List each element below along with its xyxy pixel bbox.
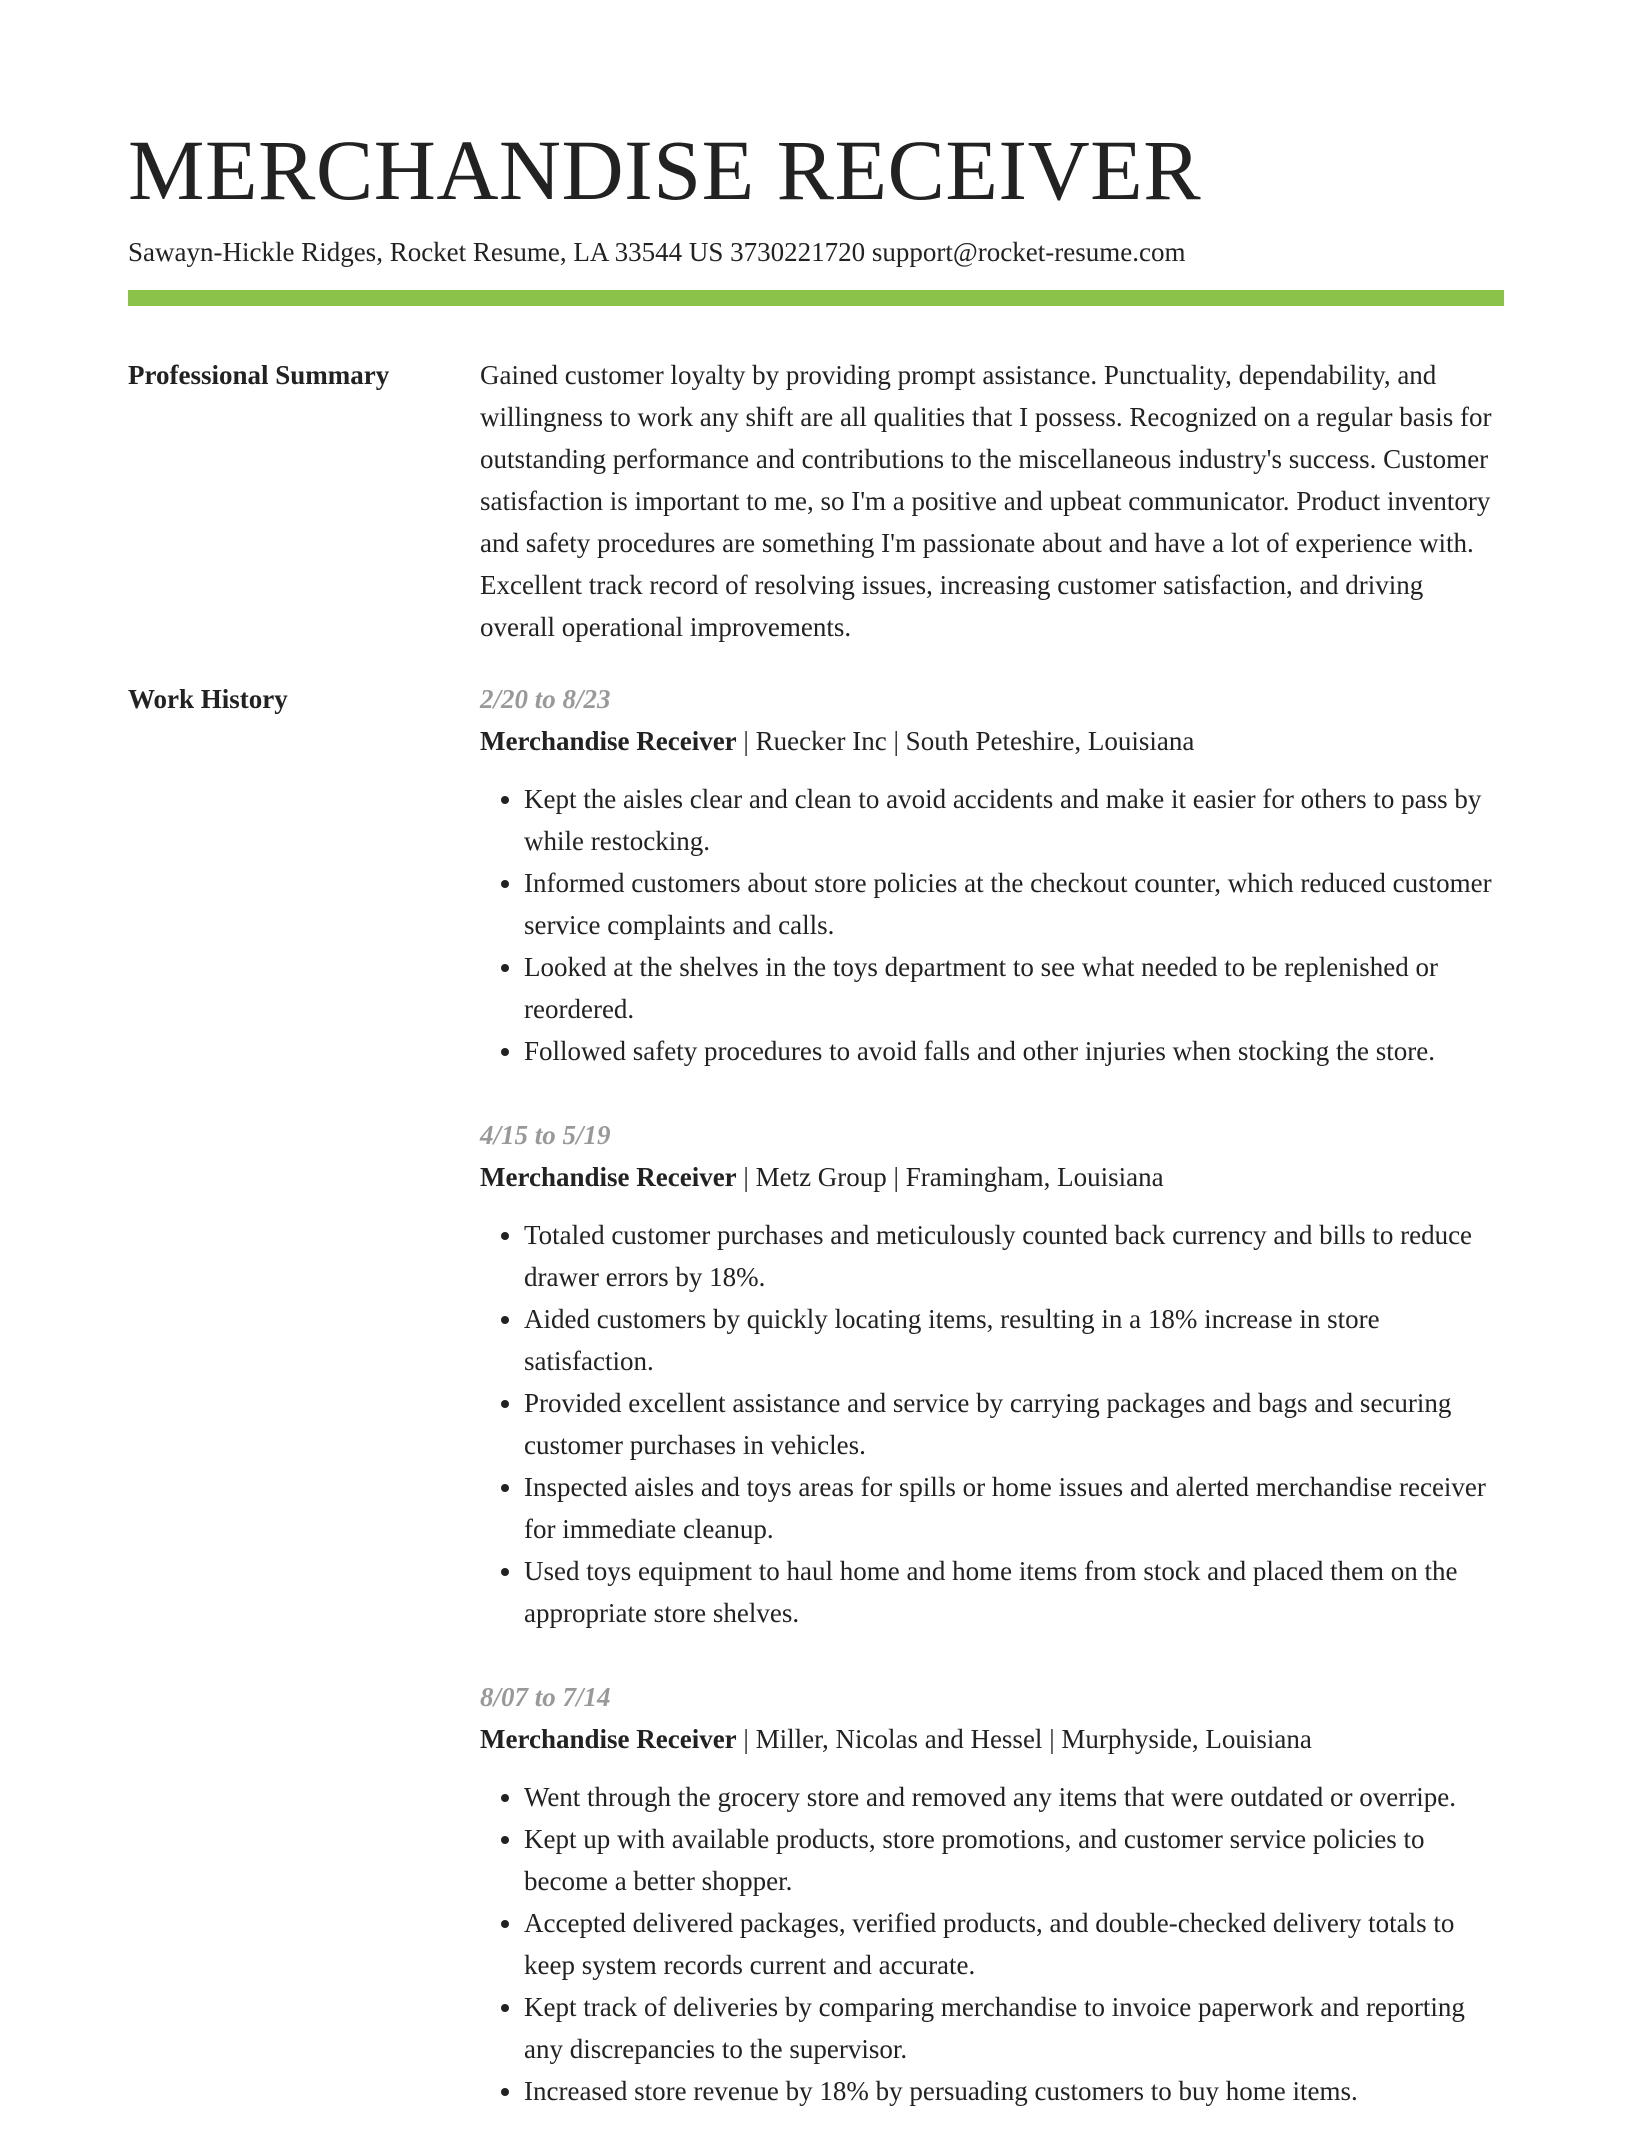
job-entry (480, 1114, 1504, 1634)
job-bullet: • Accepted delivered packages, verified products, and double-checked delivery totals to keep system records current and accurate. (524, 1902, 1504, 1986)
job-company: Miller, Nicolas and Hessel (755, 1724, 1043, 1754)
job-bullet: • Used toys equipment to haul home and home items from stock and placed them on the appropriate store shelves. (524, 1550, 1504, 1634)
resume-name: MERCHANDISE RECEIVER (128, 122, 1202, 218)
job-company: Ruecker Inc (755, 726, 887, 756)
job-separator: | (1042, 1724, 1062, 1754)
job-dates: 4/15 to 5/19 (480, 1120, 611, 1150)
job-bullet: • Followed safety procedures to avoid falls and other injuries when stocking the store. (524, 1030, 1504, 1072)
job-bullet: • Went through the grocery store and removed any items that were outdated or overripe. (524, 1776, 1504, 1818)
job-separator: | (736, 726, 756, 756)
job-heading (480, 1156, 1504, 1198)
job-bullet: • Aided customers by quickly locating items, resulting in a 18% increase in store satisfaction. (524, 1298, 1504, 1382)
job-dates: 8/07 to 7/14 (480, 1682, 611, 1712)
job-bullet: • Increased store revenue by 18% by persuading customers to buy home items. (524, 2070, 1504, 2112)
section-label-summary: Professional Summary (128, 360, 390, 390)
job-bullet: • Kept track of deliveries by comparing merchandise to invoice paperwork and reporting any discrepancies to the supervisor. (524, 1986, 1504, 2070)
contact-line: Sawayn-Hickle Ridges, Rocket Resume, LA 33544 US 3730221720 support@rocket-resume.com (128, 237, 1186, 267)
job-separator: | (736, 1724, 756, 1754)
job-bullet: • Kept the aisles clear and clean to avoid accidents and make it easier for others to pass by while restocking. (524, 778, 1504, 862)
job-bullet-list (480, 1214, 1504, 1634)
header-accent-rule (128, 290, 1504, 306)
job-location: South Peteshire, Louisiana (905, 726, 1195, 756)
summary-text: Gained customer loyalty by providing prompt assistance. Punctuality, dependability, and willingness to work any shift are all qualities that I possess. Recognized on a regular basis for outstanding performance and contributions to the miscellaneous industry's success. Customer satisfaction is important to me, so I'm a positive and upbeat communicator. Product inventory and safety procedures are something I'm passionate about and have a lot of experience with. Excellent track record of resolving issues, increasing customer satisfaction, and driving overall operational improvements. (480, 360, 1492, 642)
job-entry (480, 1676, 1504, 2112)
section-label-work-history: Work History (128, 684, 288, 714)
job-separator: | (886, 1162, 906, 1192)
job-separator: | (886, 726, 906, 756)
job-bullet: • Inspected aisles and toys areas for spills or home issues and alerted merchandise receiver for immediate cleanup. (524, 1466, 1504, 1550)
job-bullet-list (480, 1776, 1504, 2112)
job-bullet: • Provided excellent assistance and service by carrying packages and bags and securing customer purchases in vehicles. (524, 1382, 1504, 1466)
job-bullet: • Totaled customer purchases and meticulously counted back currency and bills to reduce drawer errors by 18%. (524, 1214, 1504, 1298)
work-history-section (128, 678, 1504, 2154)
job-heading (480, 720, 1504, 762)
job-title: Merchandise Receiver (480, 726, 737, 756)
resume-page (128, 0, 1504, 2154)
job-bullet: • Kept up with available products, store promotions, and customer service policies to become a better shopper. (524, 1818, 1504, 1902)
job-bullet-list (480, 778, 1504, 1072)
job-title: Merchandise Receiver (480, 1162, 737, 1192)
work-history-list (480, 678, 1504, 2154)
job-separator: | (736, 1162, 756, 1192)
job-heading (480, 1718, 1504, 1760)
job-entry (480, 678, 1504, 1072)
job-dates: 2/20 to 8/23 (480, 684, 611, 714)
job-company: Metz Group (755, 1162, 887, 1192)
summary-body (480, 354, 1504, 648)
job-bullet: • Looked at the shelves in the toys department to see what needed to be replenished or reordered. (524, 946, 1504, 1030)
job-location: Framingham, Louisiana (905, 1162, 1164, 1192)
job-bullet: • Informed customers about store policies at the checkout counter, which reduced customer service complaints and calls. (524, 862, 1504, 946)
job-location: Murphyside, Louisiana (1061, 1724, 1312, 1754)
professional-summary-section (128, 354, 1504, 648)
job-title: Merchandise Receiver (480, 1724, 737, 1754)
